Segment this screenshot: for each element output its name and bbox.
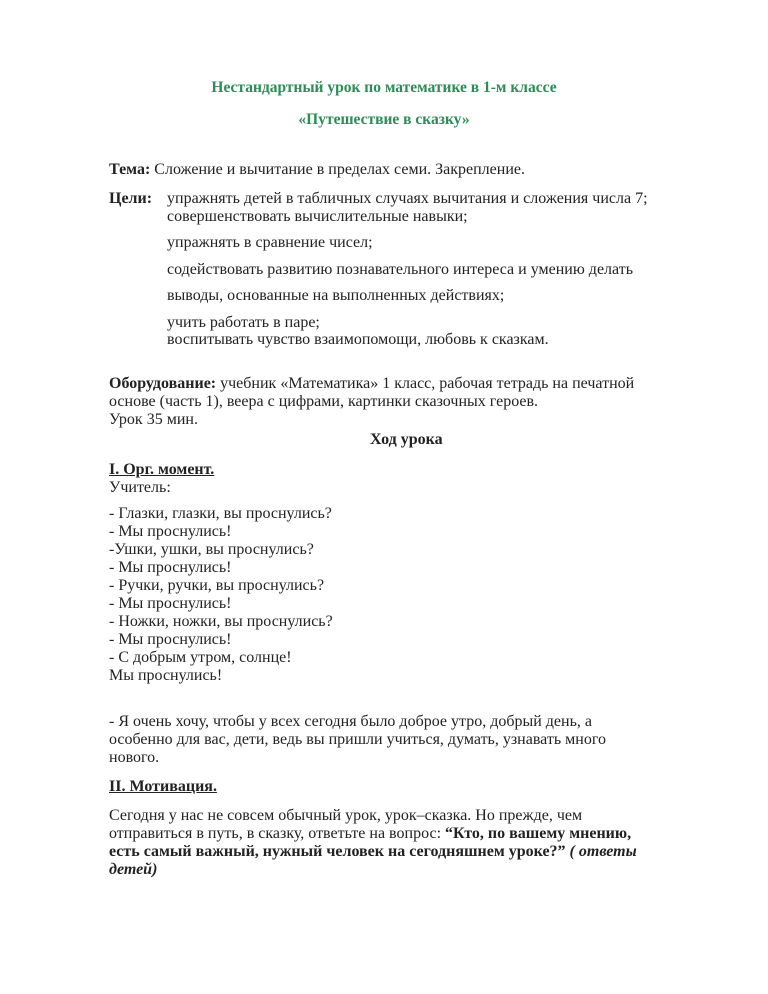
dialogue-line: - Ножки, ножки, вы проснулись? (109, 613, 333, 630)
dialogue-line: - Ручки, ручки, вы проснулись? (109, 577, 325, 594)
question-text: есть самый важный, нужный человек на сегодняшнем уроке?” (109, 843, 566, 860)
section-1-heading: I. Орг. момент. (109, 461, 215, 478)
equipment-line (109, 375, 634, 393)
motivation-line (109, 843, 637, 861)
question-text: “Кто, по вашему мнению, (445, 825, 632, 842)
paragraph-line: нового. (109, 749, 160, 766)
equipment-label: Оборудование: (109, 375, 217, 392)
duration: Урок 35 мин. (109, 411, 198, 428)
dialogue-line: - Мы проснулись! (109, 595, 232, 612)
goal-item: упражнять в сравнение чисел; (167, 234, 373, 251)
goal-item: воспитывать чувство взаимопомощи, любовь к сказкам. (167, 331, 549, 348)
goal-item: упражнять детей в табличных случаях вычитания и сложения числа 7; (167, 190, 648, 207)
dialogue-line: - Мы проснулись! (109, 631, 232, 648)
goal-item: выводы, основанные на выполненных действиях; (167, 287, 505, 304)
motivation-line (109, 825, 631, 843)
dialogue-line: - С добрым утром, солнце! (109, 649, 292, 666)
document-title: Нестандартный урок по математике в 1-м классе (211, 79, 557, 96)
lesson-heading: Ход урока (370, 431, 443, 448)
goal-item: содействовать развитию познавательного интереса и умению делать (167, 261, 634, 278)
section-2-heading: II. Мотивация. (109, 778, 217, 795)
equipment-line2: основе (часть 1), веера с цифрами, картинки сказочных героев. (109, 393, 539, 410)
equipment-text: учебник «Математика» 1 класс, рабочая тетрадь на печатной (216, 375, 635, 392)
answer-note: ( ответы (565, 843, 637, 860)
paragraph-line: особенно для вас, дети, ведь вы пришли учиться, думать, узнавать много (109, 731, 607, 748)
dialogue-line: Мы проснулись! (109, 667, 223, 684)
motivation-text: отправиться в путь, в сказку, ответьте на вопрос: (109, 825, 446, 842)
topic-text: Сложение и вычитание в пределах семи. Закрепление. (150, 161, 525, 178)
topic-label: Тема: (109, 161, 151, 178)
lesson-name: «Путешествие в сказку» (298, 111, 470, 128)
dialogue-line: - Мы проснулись! (109, 559, 232, 576)
goal-item: учить работать в паре; (167, 314, 320, 331)
dialogue-line: - Глазки, глазки, вы проснулись? (109, 505, 332, 522)
answer-note: детей) (109, 861, 158, 878)
goals-label: Цели: (109, 190, 153, 207)
dialogue-line: - Мы проснулись! (109, 523, 232, 540)
speaker-label: Учитель: (109, 479, 171, 496)
topic-line (109, 161, 525, 179)
paragraph-line: - Я очень хочу, чтобы у всех сегодня было доброе утро, добрый день, а (109, 713, 592, 730)
dialogue-line: -Ушки, ушки, вы проснулись? (109, 541, 314, 558)
motivation-line: Сегодня у нас не совсем обычный урок, урок–сказка. Но прежде, чем (109, 807, 583, 824)
goal-item: совершенствовать вычислительные навыки; (167, 208, 468, 225)
